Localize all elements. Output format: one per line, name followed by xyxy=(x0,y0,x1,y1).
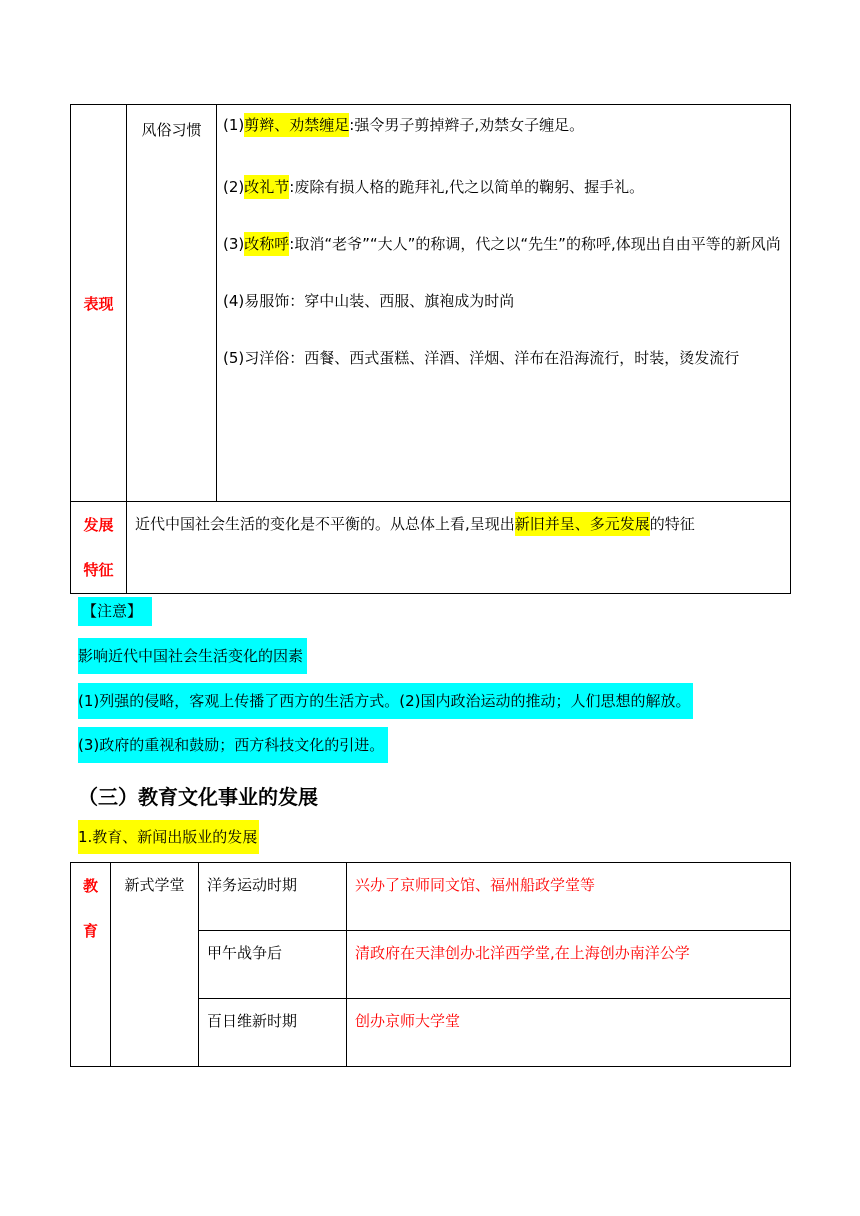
note-line-2: (3)政府的重视和鼓励；西方科技文化的引进。 xyxy=(78,727,388,763)
list-item: (1)剪辫、劝禁缠足:强令男子剪掉辫子,劝禁女子缠足。 xyxy=(223,115,784,136)
school-label: 新式学堂 xyxy=(124,876,185,894)
subcategory-cell xyxy=(127,105,217,502)
period-cell: 百日维新时期 xyxy=(199,999,347,1067)
list-item: (2)改礼节:废除有损人格的跪拜礼,代之以简单的鞠躬、握手礼。 xyxy=(223,177,784,198)
note-title: 【注意】 xyxy=(78,597,162,626)
development-text-cell: 近代中国社会生活的变化是不平衡的。从总体上看,呈现出新旧并呈、多元发展的特征 xyxy=(127,502,791,594)
education-category-cell xyxy=(71,863,111,1067)
list-item: (4)易服饰：穿中山装、西服、旗袍成为时尚 xyxy=(223,292,515,310)
highlight-text: 改称呼 xyxy=(244,232,289,256)
content-cell: 创办京师大学堂 xyxy=(347,999,791,1067)
list-item: (5)习洋俗：西餐、西式蛋糕、洋酒、洋烟、洋布在沿海流行，时装，烫发流行 xyxy=(223,349,740,367)
development-label: 发展 xyxy=(83,516,114,534)
subcategory-label: 风俗习惯 xyxy=(141,121,202,139)
education-category-label: 育 xyxy=(82,922,98,940)
period-cell: 甲午战争后 xyxy=(199,931,347,999)
section-title: （三）教育文化事业的发展 xyxy=(78,785,318,809)
development-label-cell xyxy=(71,502,127,594)
development-label: 特征 xyxy=(83,561,114,579)
education-table xyxy=(70,862,791,1067)
list-item: (3)改称呼:取消“老爷”“大人”的称调，代之以“先生”的称呼,体现出自由平等的新风尚 xyxy=(223,222,784,267)
note-line-1: (1)列强的侵略，客观上传播了西方的生活方式。(2)国内政治运动的推动；人们思想的解放。 xyxy=(78,683,693,719)
school-cell xyxy=(111,863,199,1067)
section-subtitle: 1.教育、新闻出版业的发展 xyxy=(78,820,259,854)
category-label: 表现 xyxy=(83,294,114,313)
education-category-label: 教 xyxy=(82,877,98,895)
content-cell: 清政府在天津创办北洋西学堂,在上海创办南洋公学 xyxy=(347,931,791,999)
content-cell: 兴办了京师同文馆、福州船政学堂等 xyxy=(347,863,791,931)
customs-table xyxy=(70,104,791,594)
category-cell xyxy=(71,105,127,502)
highlight-text: 改礼节 xyxy=(244,175,289,199)
highlight-text: 剪辫、劝禁缠足 xyxy=(244,113,349,137)
highlight-text: 新旧并呈、多元发展 xyxy=(515,512,650,536)
note-heading: 影响近代中国社会生活变化的因素 xyxy=(78,638,307,674)
items-cell xyxy=(217,105,791,502)
period-cell: 洋务运动时期 xyxy=(199,863,347,931)
